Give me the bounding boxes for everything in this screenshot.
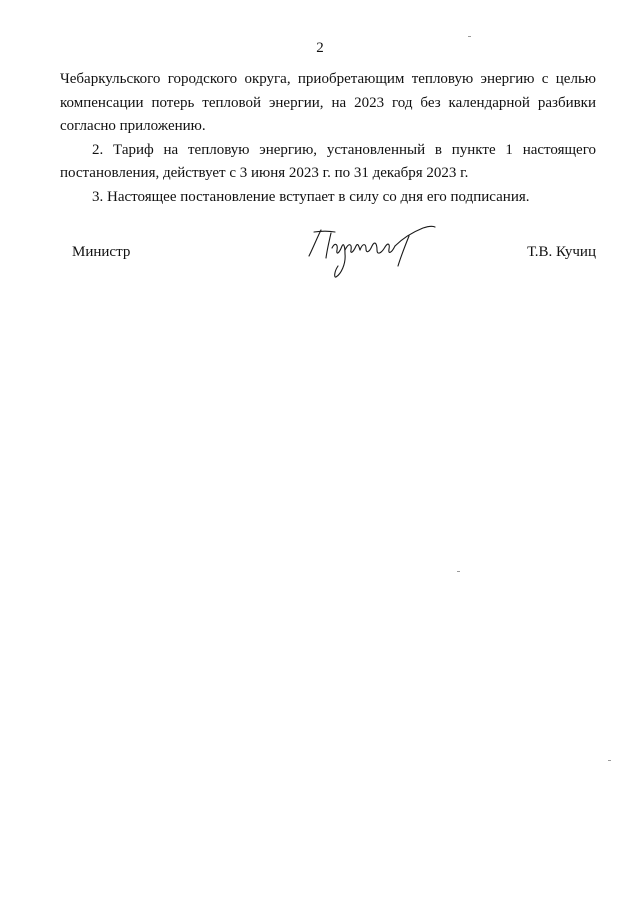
handwritten-signature bbox=[305, 222, 440, 284]
signatory-title: Министр bbox=[72, 244, 131, 260]
page-number: 2 bbox=[316, 40, 324, 56]
paragraph-tariff-period: 2. Тариф на тепловую энергию, установленный в пункте 1 настоящего постановления, действует с 3 июня 2023 г. по 31 декабря 2023 г. bbox=[60, 141, 596, 181]
scan-speck bbox=[457, 571, 460, 572]
document-body bbox=[60, 68, 596, 209]
scan-speck bbox=[608, 760, 611, 761]
paragraph-continuation: Чебаркульского городского округа, приобретающим тепловую энергию с целью компенсации потерь тепловой энергии, на 2023 год без календарной разбивки согласно приложению. bbox=[60, 71, 596, 134]
paragraph-effective-date: 3. Настоящее постановление вступает в силу со дня его подписания. bbox=[92, 188, 530, 205]
scan-speck bbox=[468, 36, 471, 37]
signatory-name: Т.В. Кучиц bbox=[527, 244, 596, 260]
